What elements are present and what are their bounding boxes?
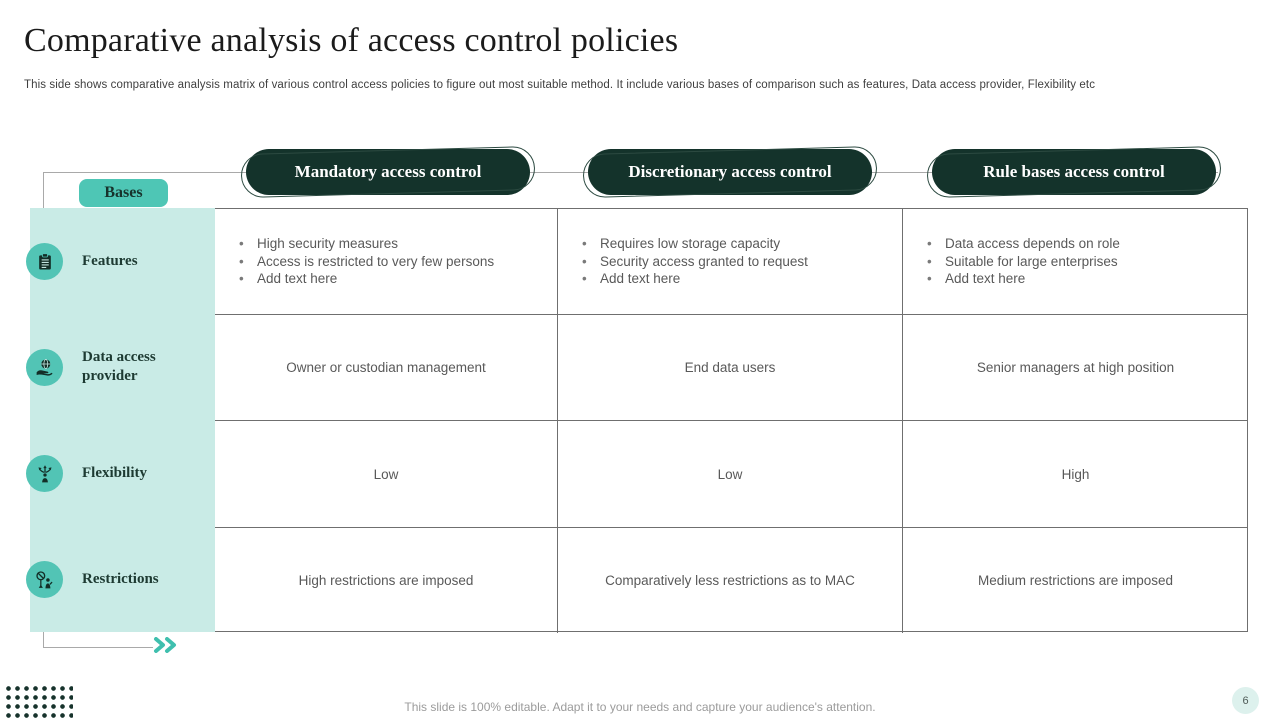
bullet-item: • Add text here	[580, 270, 894, 288]
row-label: Features	[82, 252, 138, 269]
bullet-item: • Suitable for large enterprises	[925, 253, 1240, 271]
page-subtitle: This side shows comparative analysis matrix of various control access policies to figure out most suitable method. It include various bases of comparison such as features, Data access provider, Flexibility etc	[24, 79, 1096, 91]
bullet-item: • Access is restricted to very few persons	[237, 253, 549, 271]
page-title: Comparative analysis of access control policies	[24, 22, 679, 59]
bullet-item: • High security measures	[237, 235, 549, 253]
restricted-person-icon	[26, 561, 63, 598]
bullet-item: • Security access granted to request	[580, 253, 894, 271]
bullet-item: • Add text here	[237, 270, 549, 288]
flexibility-arrows-icon	[26, 455, 63, 492]
column-header-pill-discretionary	[588, 149, 872, 195]
bases-chip	[79, 179, 168, 207]
cell-features-rule-based	[903, 209, 1248, 315]
column-header-label: Mandatory access control	[294, 162, 482, 181]
row-label: Flexibility	[82, 465, 147, 481]
bases-label: Bases	[104, 184, 143, 201]
cell-flexibility-rule-based: High	[903, 421, 1248, 528]
cell-provider-rule-based: Senior managers at high position	[903, 315, 1248, 421]
column-header-label: Discretionary access control	[628, 162, 832, 181]
cell-restrictions-mandatory: High restrictions are imposed	[215, 528, 558, 633]
cell-features-mandatory	[215, 209, 558, 315]
clipboard-checklist-icon	[26, 243, 63, 280]
column-header-pill-mandatory	[246, 149, 530, 195]
bullet-item: • Requires low storage capacity	[580, 235, 894, 253]
cell-features-discretionary	[558, 209, 903, 315]
globe-hand-icon	[26, 349, 63, 386]
forward-chevrons-icon	[153, 637, 181, 658]
cell-restrictions-discretionary: Comparatively less restrictions as to MAC	[558, 528, 903, 633]
comparison-matrix	[215, 208, 1248, 632]
footer-note: This slide is 100% editable. Adapt it to your needs and capture your audience's attention.	[404, 700, 876, 714]
page-number: 6	[1242, 694, 1249, 707]
column-header-label: Rule bases access control	[983, 162, 1165, 181]
row-label: Restrictions	[82, 571, 159, 587]
cell-flexibility-mandatory: Low	[215, 421, 558, 528]
connector-line-bottom	[43, 647, 153, 648]
column-header-pill-rule-based	[932, 149, 1216, 195]
bullet-item: • Data access depends on role	[925, 235, 1240, 253]
cell-provider-mandatory: Owner or custodian management	[215, 315, 558, 421]
page-number-badge	[1232, 687, 1259, 714]
bullet-item: • Add text here	[925, 270, 1240, 288]
cell-restrictions-rule-based: Medium restrictions are imposed	[977, 573, 1174, 588]
cell-provider-discretionary: End data users	[558, 315, 903, 421]
cell-flexibility-discretionary: Low	[558, 421, 903, 528]
row-label: Data access provider	[82, 349, 156, 384]
